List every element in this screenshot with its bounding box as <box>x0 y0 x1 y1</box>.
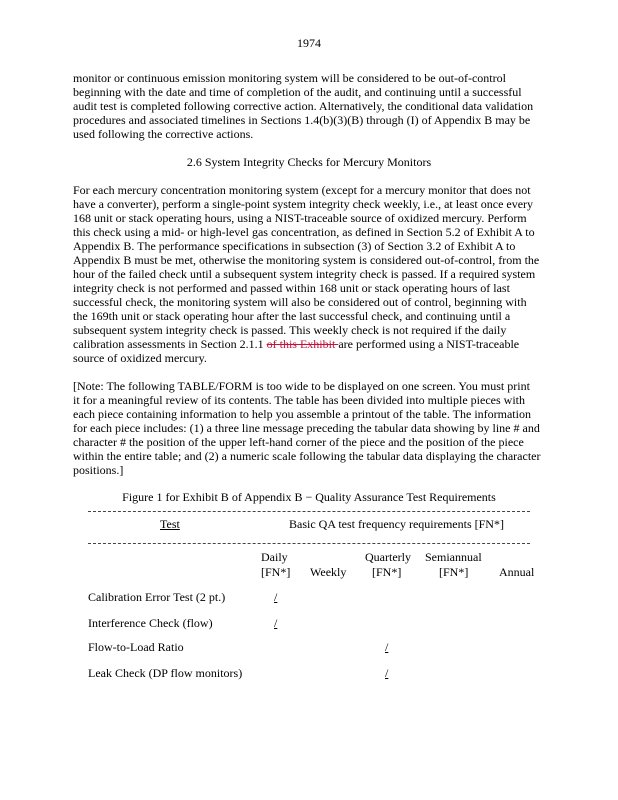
divider <box>88 543 530 544</box>
test-name: Interference Check (flow) <box>88 616 213 630</box>
column-header: Daily <box>261 550 288 564</box>
column-header: Weekly <box>310 565 347 579</box>
paragraph-line <box>73 337 519 351</box>
check-mark: / <box>385 666 389 680</box>
paragraph-line: subsequent system integrity check is passed. This weekly check is not required if the daily <box>73 323 507 337</box>
paragraph-line: source of oxidized mercury. <box>73 351 207 365</box>
paragraph-line: for each piece includes: (1) a three line message preceding the tabular data showing by line # and <box>73 421 540 435</box>
paragraph-line: Appendix B must be met, otherwise the monitoring system is considered out-of-control, from the <box>73 253 540 267</box>
column-header: Annual <box>499 565 535 579</box>
section-heading: 2.6 System Integrity Checks for Mercury Monitors <box>186 155 432 169</box>
paragraph-line: [Note: The following TABLE/FORM is too wide to be displayed on one screen. You must print <box>73 379 530 393</box>
column-header: [FN*] <box>261 565 291 579</box>
paragraph-line: the 169th unit or stack operating hour after the last successful check, and continuing until a <box>73 309 511 323</box>
paragraph-line: For each mercury concentration monitoring system (except for a mercury monitor that does not <box>73 183 531 197</box>
test-name: Calibration Error Test (2 pt.) <box>88 590 226 604</box>
frequency-header: Basic QA test frequency requirements [FN*] <box>289 517 504 531</box>
paragraph-line: used following the corrective actions. <box>73 127 254 141</box>
text: are performed using a NIST-traceable <box>338 337 520 351</box>
check-mark: / <box>385 640 389 654</box>
check-mark: / <box>274 590 278 604</box>
deleted-text: of this Exhibit <box>266 337 339 351</box>
paragraph-line: positions.] <box>73 463 124 477</box>
test-name: Leak Check (DP flow monitors) <box>88 666 243 680</box>
paragraph-line: monitor or continuous emission monitoring system will be considered to be out-of-control <box>73 71 506 85</box>
paragraph-line: have a converter), perform a single-point system integrity check weekly, i.e., at least once every <box>73 197 534 211</box>
text: calibration assessments in Section 2.1.1 <box>73 337 267 351</box>
divider <box>88 511 530 512</box>
test-name: Flow-to-Load Ratio <box>88 640 184 654</box>
paragraph-line: procedures and associated timelines in Sections 1.4(b)(3)(B) through (I) of Appendix B may be <box>73 113 531 127</box>
paragraph-line: beginning with the date and time of completion of the audit, and continuing until a successful <box>73 85 522 99</box>
paragraph-line: hour of the failed check until a subsequent system integrity check is passed. If a required system <box>73 267 536 281</box>
paragraph-line: integrity check is not performed and passed within 168 unit or stack operating hours of last <box>73 281 510 295</box>
paragraph-line: each piece containing information to help you assemble a printout of the table. The information <box>73 407 531 421</box>
paragraph-line: it for a meaningful review of its contents. The table has been divided into multiple pieces with <box>73 393 525 407</box>
page-number: 1974 <box>297 36 321 50</box>
paragraph-line: audit test is completed following corrective action. Alternatively, the conditional data validation <box>73 99 534 113</box>
column-header: Quarterly <box>365 550 411 564</box>
paragraph-line: within the entire table; and (2) a numeric scale following the tabular data displaying the character <box>73 449 541 463</box>
column-header: [FN*] <box>439 565 469 579</box>
paragraph-line: successful check, the monitoring system will also be considered out of control, beginning with <box>73 295 527 309</box>
check-mark: / <box>274 616 278 630</box>
column-header: Semiannual <box>425 550 482 564</box>
paragraph-line: Appendix B. The performance specifications in subsection (3) of Section 3.2 of Exhibit A to <box>73 239 516 253</box>
paragraph-line: this check using a mid- or high-level gas concentration, as defined in Section 5.2 of Exhibit A to <box>73 225 535 239</box>
test-column-header: Test <box>160 517 180 531</box>
paragraph-line: character # the position of the upper left-hand corner of the piece and the position of the piece <box>73 435 524 449</box>
paragraph-line: 168 unit or stack operating hours, using a NIST-traceable source of oxidized mercury. Perform <box>73 211 527 225</box>
figure-caption: Figure 1 for Exhibit B of Appendix B − Quality Assurance Test Requirements <box>122 490 496 504</box>
column-header: [FN*] <box>372 565 402 579</box>
